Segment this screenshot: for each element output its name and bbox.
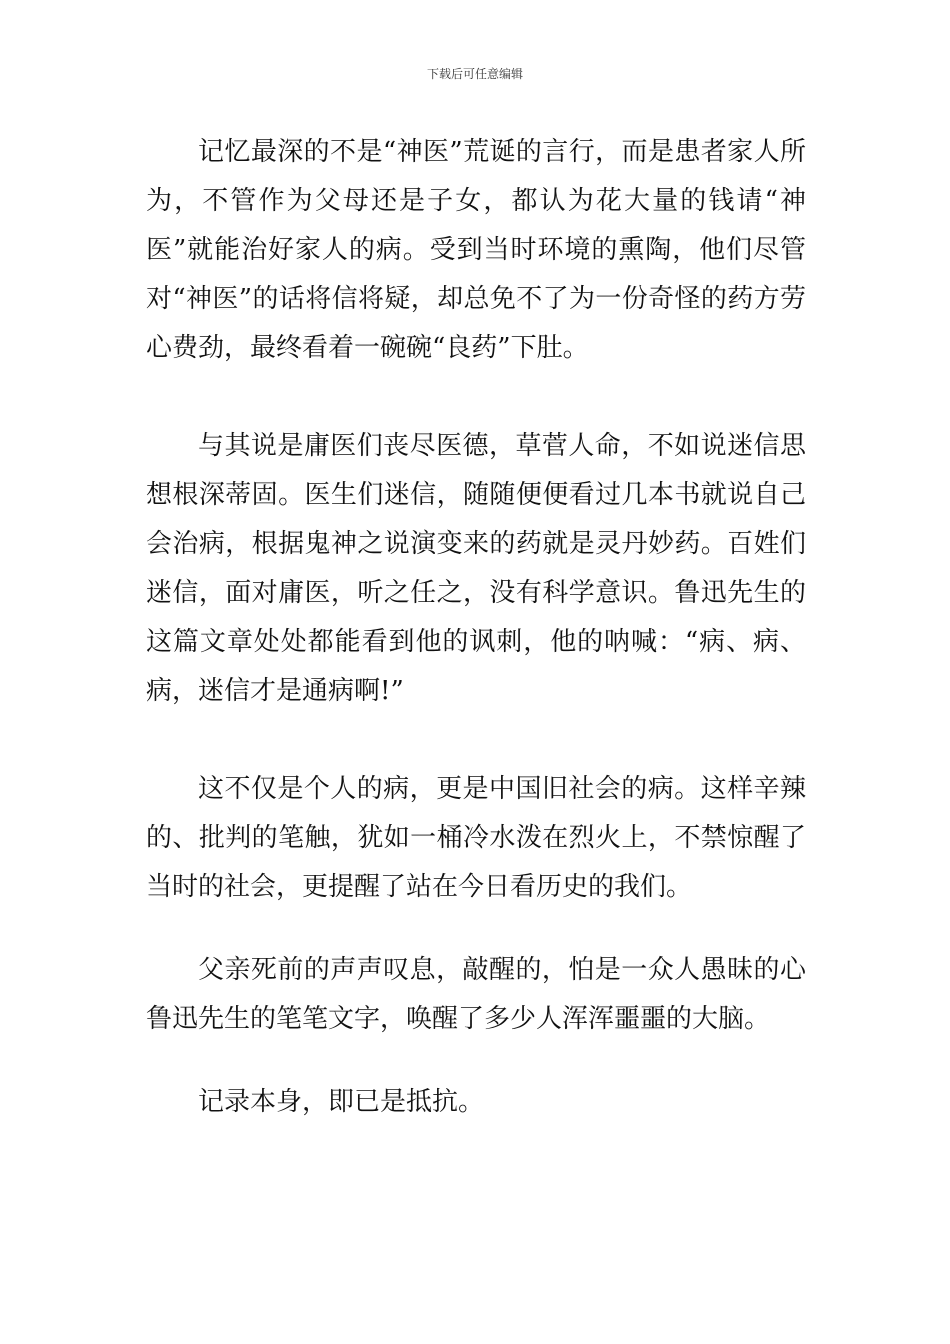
paragraph-5: 记录本身，即已是抵抗。 <box>198 1087 485 1117</box>
paragraph-2: 与其说是庸医们丧尽医德，草菅人命，不如说迷信思想根深蒂固。医生们迷信，随随便便看过几本书就说自己会治病，根据鬼神之说演变来的药就是灵丹妙药。百姓们迷信，面对庸医，听之任之，没有科学意识。鲁迅先生的这篇文章处处都能看到他的讽刺，他的呐喊：“病、病、病，迷信才是通病啊!” <box>146 431 806 706</box>
document-body <box>146 128 806 1127</box>
paragraph-3: 这不仅是个人的病，更是中国旧社会的病。这样辛辣的、批判的笔触，犹如一桶冷水泼在烈火上，不禁惊醒了当时的社会，更提醒了站在今日看历史的我们。 <box>146 774 806 902</box>
paragraph-1: 记忆最深的不是“神医”荒诞的言行，而是患者家人所为，不管作为父母还是子女，都认为花大量的钱请“神医”就能治好家人的病。受到当时环境的熏陶，他们尽管对“神医”的话将信将疑，却总免不了为一份奇怪的药方劳心费劲，最终看着一碗碗“良药”下肚。 <box>146 137 806 363</box>
header-note: 下载后可任意编辑 <box>426 67 523 81</box>
paragraph-4: 父亲死前的声声叹息，敲醒的，怕是一众人愚昧的心鲁迅先生的笔笔文字，唤醒了多少人浑浑噩噩的大脑。 <box>146 955 806 1034</box>
